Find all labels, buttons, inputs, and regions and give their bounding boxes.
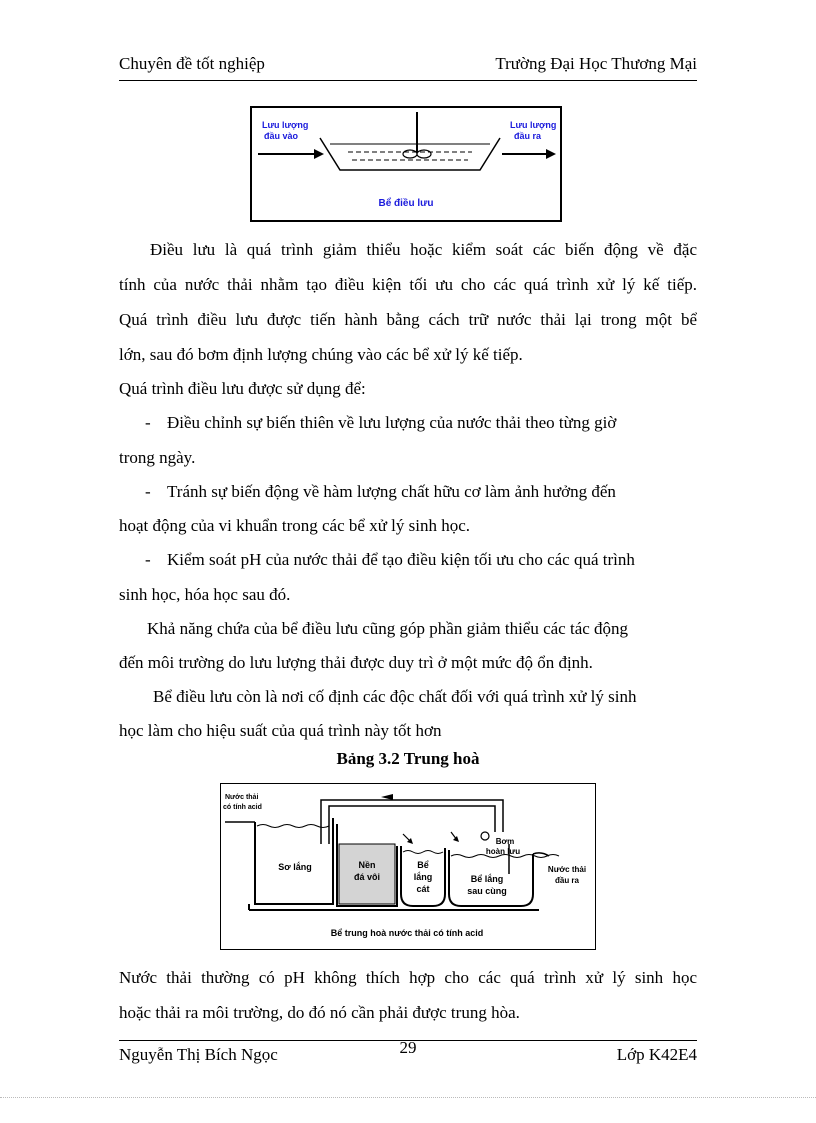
p1-line-3: Quá trình điều lưu được tiến hành bằng cách trữ nước thải lại trong một bể [119, 310, 697, 329]
p3-line-1: Khả năng chứa của bể điều lưu cũng góp phần giảm thiểu các tác động [147, 619, 629, 638]
bullet2-line-1: Tránh sự biến động về hàm lượng chất hữu cơ làm ảnh hưởng đến [167, 482, 616, 501]
pump-label-2: hoàn lưu [485, 847, 521, 856]
pump-label-1: Bơm [495, 837, 515, 846]
p5-line-2: hoặc thải ra môi trường, do đó nó cần phải được trung hòa. [119, 1003, 520, 1022]
tank2-label-1: Nền [358, 860, 376, 870]
bullet3-line-1: Kiểm soát pH của nước thải để tạo điều kiện tối ưu cho các quá trình [167, 550, 635, 569]
bullet2-line-2: hoạt động của vi khuẩn trong các bể xử lý sinh học. [119, 516, 471, 535]
equalization-tank-diagram [252, 108, 560, 220]
bullet3-line-2: sinh học, hóa học sau đó. [119, 585, 291, 604]
water-wave-3 [403, 851, 443, 854]
footer-author: Nguyễn Thị Bích Ngọc [119, 1045, 278, 1064]
footer-class: Lớp K42E4 [616, 1045, 697, 1064]
p3-line-2: đến môi trường do lưu lượng thải được duy trì ở một mức độ ổn định. [119, 653, 593, 672]
recycle-pipe-inner [329, 806, 495, 844]
header-left: Chuyên đề tốt nghiệp [119, 54, 265, 73]
outlet-label-1: Nước thải [547, 865, 587, 874]
page-header [119, 52, 697, 81]
p5-line-1: Nước thải thường có pH không thích hợp cho các quá trình xử lý sinh học [119, 968, 697, 987]
outlet-arrow-head-icon [546, 149, 556, 159]
figure-neutralization-tank [220, 783, 596, 950]
bullet-dash-2: - [145, 482, 151, 501]
bullet-dash-1: - [145, 413, 151, 432]
page-footer [119, 1040, 697, 1069]
tank3-label-3: cát [416, 884, 430, 894]
inlet-label-1: Nước thải [225, 794, 259, 801]
inlet-arrow-head-icon [314, 149, 324, 159]
inlet-label-2: đầu vào [264, 131, 299, 141]
p1-line-1: Điều lưu là quá trình giảm thiểu hoặc kiểm soát các biến động về đặc [150, 240, 697, 259]
tank-outline [320, 138, 500, 170]
bullet1-line-2: trong ngày. [119, 448, 196, 467]
pump-icon [481, 832, 489, 840]
p1-line-4: lớn, sau đó bơm định lượng chúng vào các bể xử lý kế tiếp. [119, 345, 523, 364]
recycle-arrow-icon [381, 794, 393, 800]
tank4-label-1: Bể lắng [470, 874, 504, 884]
flow-arrow-2-head-icon [453, 836, 459, 842]
p2-line: Quá trình điều lưu được sử dụng để: [119, 379, 366, 398]
p4-line-2: học làm cho hiệu suất của quá trình này tốt hơn [119, 721, 442, 740]
tank3-label-1: Bể [417, 860, 429, 870]
figure2-caption: Bể trung hoà nước thải có tính acid [330, 928, 484, 938]
tank3-label-2: lắng [413, 872, 433, 882]
tank4-label-2: sau cùng [467, 886, 507, 896]
page-number: 29 [399, 1038, 417, 1057]
header-right: Trường Đại Học Thương Mại [495, 54, 697, 73]
tank2-label-2: đá vôi [353, 872, 381, 882]
mixer-blade-left-icon [403, 150, 417, 158]
figure-equalization-tank [250, 106, 562, 222]
outlet-label-2: đầu ra [514, 131, 542, 141]
inlet-label-1: Lưu lượng [262, 120, 309, 130]
table-caption: Bảng 3.2 Trung hoà [336, 749, 480, 768]
figure1-caption: Bể điều lưu [378, 198, 434, 209]
inlet-label-2: có tính acid [223, 804, 262, 811]
p4-line-1: Bể điều lưu còn là nơi cố định các độc chất đối với quá trình xử lý sinh [153, 687, 637, 706]
bullet1-line-1: Điều chỉnh sự biến thiên về lưu lượng của nước thải theo từng giờ [167, 413, 617, 432]
page-edge-line [0, 1097, 816, 1098]
outlet-label-1: Lưu lượng [510, 120, 557, 130]
water-wave-1 [257, 825, 329, 828]
bullet-dash-3: - [145, 550, 151, 569]
outlet-weir [533, 853, 549, 856]
outlet-label-2: đầu ra [554, 876, 580, 885]
tank1-label: Sơ lắng [278, 862, 312, 872]
mixer-blade-right-icon [417, 150, 431, 158]
neutralization-diagram [221, 784, 594, 948]
p1-line-2: tính của nước thải nhằm tạo điều kiện tối ưu cho các quá trình xử lý kế tiếp. [119, 275, 697, 294]
